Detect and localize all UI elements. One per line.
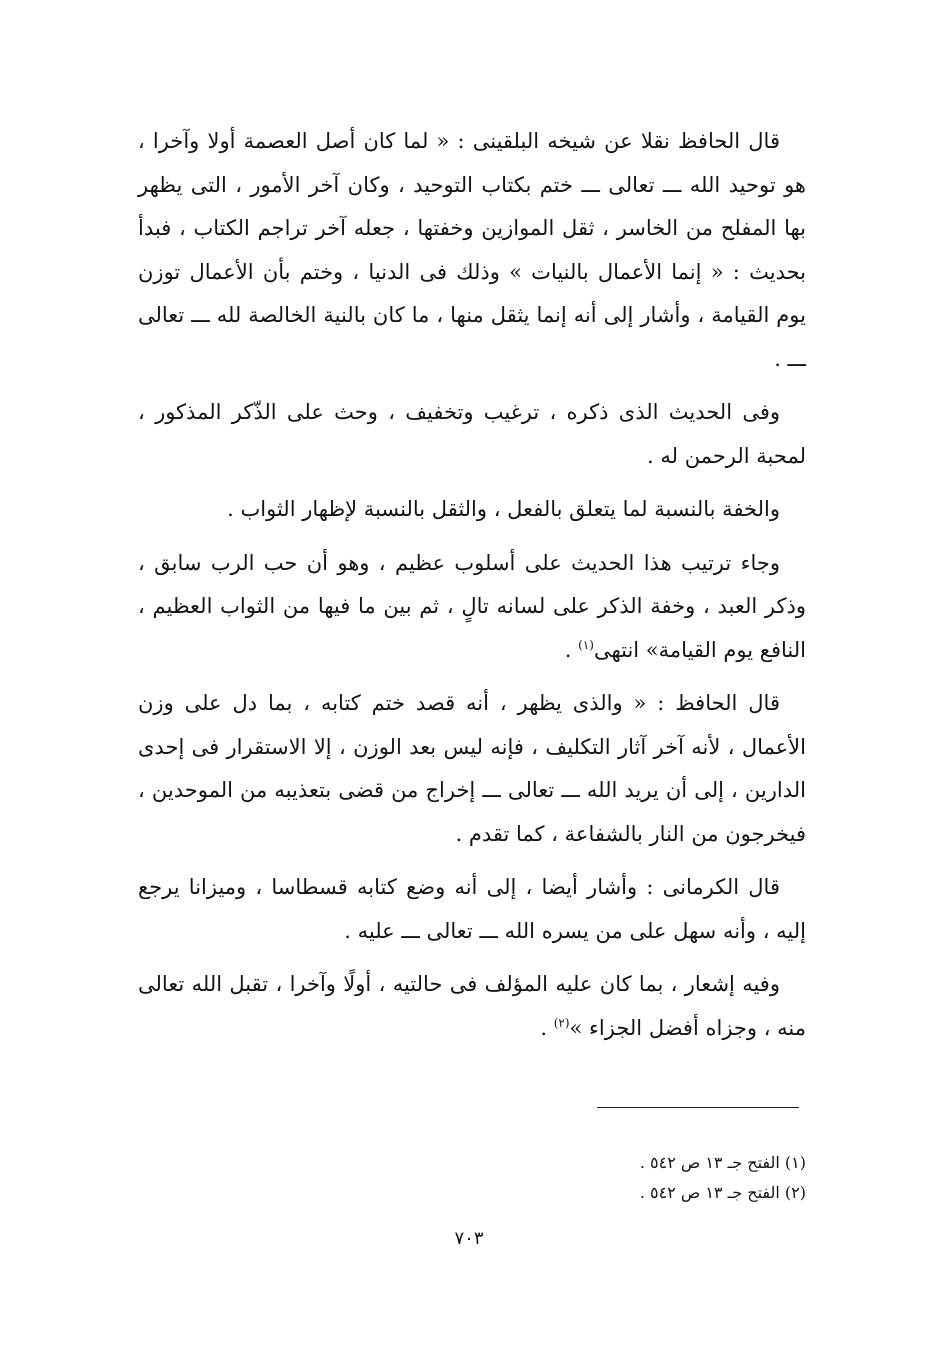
paragraph (138, 488, 806, 532)
paragraph (138, 391, 806, 478)
paragraph (138, 866, 806, 953)
paragraph-end-punctuation: . (564, 637, 579, 662)
footnote-marker: (٢) (553, 1015, 570, 1030)
paragraph-text: وفيه إشعار ، بما كان عليه المؤلف فى حالتيه ، أولًا وآخرا ، تقبل الله تعالى منه ، وجزاه أفضل الجزاء » (138, 972, 806, 1040)
paragraph (138, 120, 806, 381)
paragraph-text: وجاء ترتيب هذا الحديث على أسلوب عظيم ، وهو أن حب الرب سابق ، وذكر العبد ، وخفة الذكر على لسانه تالٍ ، ثم بين ما فيها من الثواب العظيم ، النافع يوم القيامة» انتهى (138, 550, 806, 662)
paragraph (138, 682, 806, 856)
paragraph-text: قال الكرمانى : وأشار أيضا ، إلى أنه وضع كتابه قسطاسا ، وميزانا يرجع إليه ، وأنه سهل على من يسره الله ـــ تعالى ـــ عليه . (138, 875, 806, 943)
page-number: ٧٠٣ (454, 1228, 484, 1249)
paragraph (138, 963, 806, 1050)
footnote: (١) الفتح جـ ١٣ ص ٥٤٢ . (639, 1153, 806, 1172)
paragraph-text: قال الحافظ : « والذى يظهر ، أنه قصد ختم كتابه ، بما دل على وزن الأعمال ، لأنه آخر آثار التكليف ، فإنه ليس بعد الوزن ، إلا الاستقرار فى إحدى الدارين ، إلى أن يريد الله ـــ تعالى ـــ إخراج من قضى بتعذيبه من الموحدين ، فيخرجون من النار بالشفاعة ، كما تقدم . (138, 691, 806, 846)
footnote-marker: (١) (578, 637, 594, 652)
paragraph-text: والخفة بالنسبة لما يتعلق بالفعل ، والثقل بالنسبة لإظهار الثواب . (227, 497, 780, 521)
paragraph (138, 542, 806, 673)
footnote: (٢) الفتح جـ ١٣ ص ٥٤٢ . (639, 1183, 806, 1202)
paragraph-text: وفى الحديث الذى ذكره ، ترغيب وتخفيف ، وحث على الذّكر المذكور ، لمحبة الرحمن له . (138, 400, 806, 468)
paragraph-text: قال الحافظ نقلا عن شيخه البلقينى : « لما كان أصل العصمة أولا وآخرا ، هو توحيد الله ـــ تعالى ـــ ختم بكتاب التوحيد ، وكان آخر الأمور ، التى يظهر بها المفلح من الخاسر ، ثقل الموازين وخفتها ، جعله آخر تراجم الكتاب ، فبدأ بحديث : « إنما الأعمال بالنيات » وذلك فى الدنيا ، وختم بأن الأعمال توزن يوم القيامة ، وأشار إلى أنه إنما يثقل منها ، ما كان بالنية الخالصة لله ـــ تعالى ـــ . (138, 129, 806, 371)
main-text (138, 120, 806, 1060)
footnotes (400, 1148, 806, 1208)
paragraph-end-punctuation: . (540, 1015, 554, 1040)
footnote-separator (597, 1107, 799, 1108)
